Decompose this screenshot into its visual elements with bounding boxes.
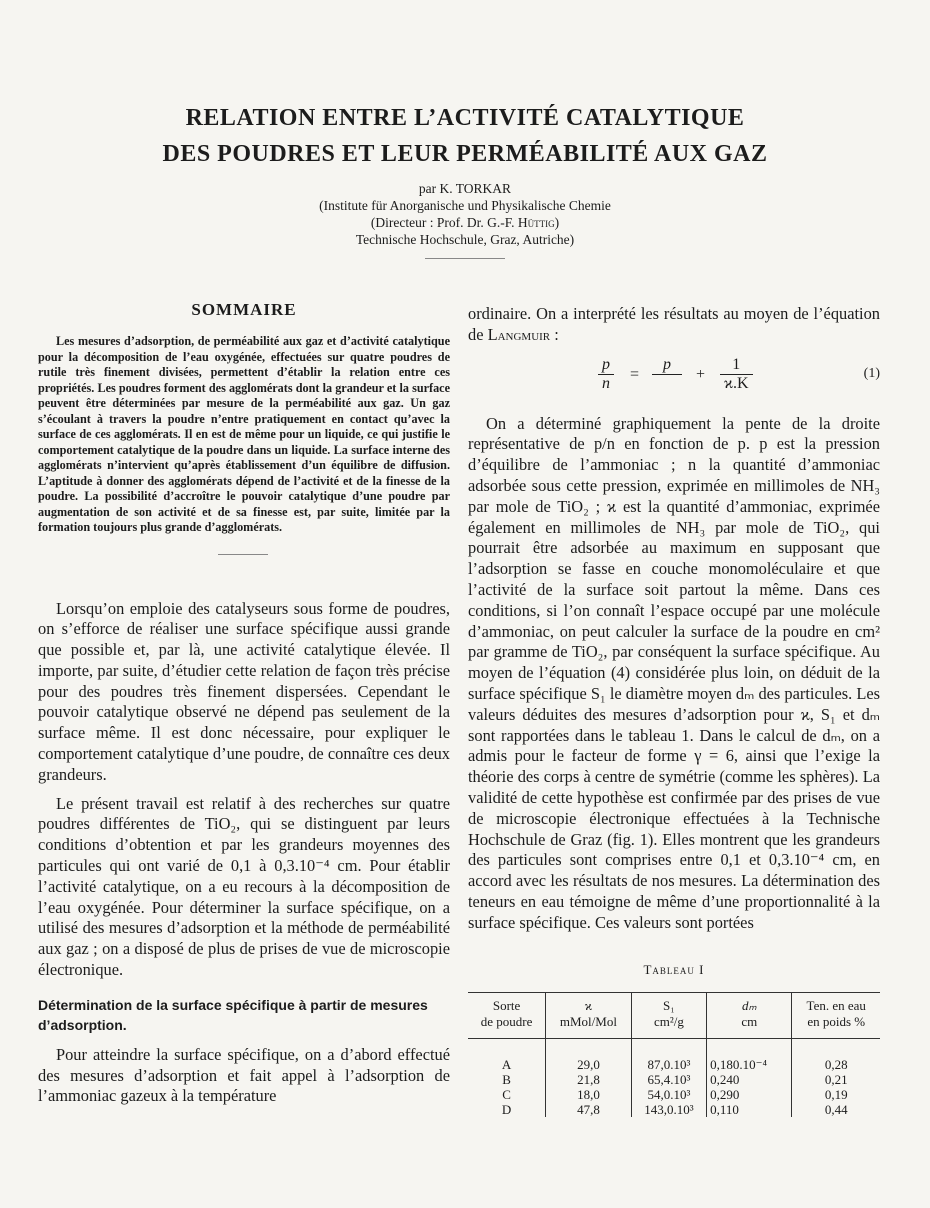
table-cell: 0,290 bbox=[707, 1087, 792, 1102]
eq-plus: + bbox=[696, 365, 706, 383]
right-column bbox=[468, 304, 880, 1117]
table-cell: 18,0 bbox=[546, 1087, 632, 1102]
school: Technische Hochschule, Graz, Autriche) bbox=[355, 232, 575, 247]
eq-term1-fraction bbox=[652, 356, 682, 375]
table-cell: 65,4.10³ bbox=[631, 1072, 706, 1087]
table-row bbox=[468, 1038, 880, 1072]
header-kappa bbox=[546, 992, 632, 1038]
director-prefix: (Directeur : Prof. Dr. G.-F. bbox=[370, 215, 518, 230]
table-cell: 47,8 bbox=[546, 1102, 632, 1117]
eq-term2-den: ϰ.K bbox=[724, 374, 749, 392]
author: par K. TORKAR bbox=[418, 181, 512, 196]
table-cell: 29,0 bbox=[546, 1038, 632, 1072]
table-cell: 87,0.10³ bbox=[631, 1038, 706, 1072]
header-sorte bbox=[468, 992, 546, 1038]
table-cell: 0,28 bbox=[792, 1038, 880, 1072]
eq-term2-fraction bbox=[720, 356, 753, 393]
header-label: cm²/g bbox=[653, 1013, 684, 1029]
table-cell: C bbox=[502, 1086, 511, 1102]
langmuir-intro bbox=[468, 304, 880, 346]
table-cell: 0,240 bbox=[707, 1072, 792, 1087]
table-cell: B bbox=[502, 1071, 511, 1087]
table-title: Tableau I bbox=[643, 961, 705, 977]
table-cell: 54,0.10³ bbox=[631, 1087, 706, 1102]
paper-title bbox=[0, 100, 930, 172]
table-header-row bbox=[468, 992, 880, 1038]
eq-lhs-fraction bbox=[598, 356, 614, 393]
table-cell: D bbox=[501, 1101, 512, 1117]
langmuir-equation bbox=[468, 354, 880, 404]
title-divider bbox=[425, 258, 505, 259]
header-label: dₘ bbox=[741, 997, 757, 1013]
table-cell: 0,44 bbox=[792, 1102, 880, 1117]
institute: (Institute für Anorganische und Physikalische Chemie bbox=[319, 198, 611, 213]
sommaire-text: Les mesures d’adsorption, de perméabilité aux gaz et d’activité catalytique pour la décomposition de l’eau oxygénée, effectuées sur quatre poudres de rutile très finement divisées, permettent d’établir la relation entre ces propriétés. Les poudres forment des agglomérats dont la grandeur et la surface peuvent être déterminées par mesure de la perméabilité aux gaz. Un gaz s’écoulant à travers la poudre n’entre pratiquement en contact qu’avec la surface de ces agglomérats. Il en est de même pour un liquide, ce qui justifie le comportement catalytique de la poudre dans un liquide. La surface interne des agglomérats n’intervient qu’après établissement d’un équilibre de diffusion. L’aptitude à donner des agglomérats dépend de l’activité et de la finesse de la poudre. La possibilité d’accroître le pouvoir catalytique d’une poudre par augmentation de son activité et de sa finesse est, par suite, limitée par la formation toujours plus grande d’agglomérats. bbox=[38, 334, 450, 534]
eq-lhs-num: p bbox=[598, 356, 614, 375]
header-s1 bbox=[631, 992, 706, 1038]
header-label: mMol/Mol bbox=[559, 1013, 617, 1029]
table-row bbox=[468, 1102, 880, 1117]
left-column bbox=[38, 300, 450, 1115]
director-name: Hüttig bbox=[517, 215, 555, 230]
table-cell: A bbox=[501, 1056, 512, 1072]
title-line-1: RELATION ENTRE L’ACTIVITÉ CATALYTIQUE bbox=[185, 105, 745, 131]
header-water bbox=[792, 992, 880, 1038]
table-row bbox=[468, 1087, 880, 1102]
table-cell: 0,180.10⁻⁴ bbox=[707, 1038, 792, 1072]
langmuir-name: Langmuir bbox=[487, 324, 551, 344]
langmuir-text-b: : bbox=[550, 324, 559, 344]
header-label: S₁ bbox=[663, 997, 675, 1013]
langmuir-text-a: ordinaire. On a interprété les résultats au moyen de l’équation de bbox=[468, 304, 880, 344]
eq-term1-num: p bbox=[652, 356, 682, 375]
byline bbox=[0, 180, 930, 248]
header-label: Ten. en eau bbox=[806, 997, 866, 1013]
table-cell: 0,19 bbox=[792, 1087, 880, 1102]
header-label: Sorte bbox=[492, 997, 521, 1013]
adsorption-paragraph: Pour atteindre la surface spécifique, on a d’abord effectué des mesures d’adsorption et fait appel à l’adsorption de l’ammoniac gazeux à la température bbox=[38, 1044, 450, 1106]
header-label: ϰ bbox=[584, 997, 593, 1013]
header-label: de poudre bbox=[480, 1013, 533, 1029]
eq-equals: = bbox=[630, 365, 640, 383]
section-heading: Détermination de la surface spécifique à partir de mesures d’adsorption. bbox=[38, 996, 428, 1033]
intro-paragraph: Lorsqu’on emploie des catalyseurs sous forme de poudres, on s’efforce de réaliser une surface spécifique aussi grande que possible et, par là, une activité catalytique élevée. Il importe, par suite, d’étudier cette relation de façon très précise pour des poudres très finement dispersées. Cependant le pouvoir catalytique observé ne dépend pas seulement de la surface même. Il est donc nécessaire, pour expliquer le comportement catalytique d’une poudre, de connaître ces deux grandeurs. bbox=[38, 598, 450, 784]
header-label: en poids % bbox=[807, 1013, 866, 1029]
title-line-2: DES POUDRES ET LEUR PERMÉABILITÉ AUX GAZ bbox=[162, 141, 768, 167]
table-cell: 0,21 bbox=[792, 1072, 880, 1087]
results-table bbox=[468, 992, 880, 1117]
sommaire-divider bbox=[218, 554, 268, 555]
sommaire-heading: SOMMAIRE bbox=[191, 300, 297, 319]
langmuir-paragraph: On a déterminé graphiquement la pente de la droite représentative de p/n en fonction de p. p est la pression d’équilibre de l’ammoniac ; n la quantité d’ammoniac adsorbée sous cette pression, exprimée en millimoles de NH₃ par mole de TiO₂ ; ϰ est la quantité d’ammoniac, exprimée également en millimoles de NH₃ par mole de TiO₂, qui pourrait être adsorbée au maximum en supposant que l’adsorption se fasse en couche monomoléculaire et que l’activité de la surface soit partout la même. Dans ces conditions, si l’on connaît l’espace occupé par une molécule d’ammoniac, on peut calculer la surface de la poudre en cm² par gramme de TiO₂, par conséquent la surface spécifique. Au moyen de l’équation (4) considérée plus loin, on déduit de la surface spécifique S₁ le diamètre moyen dₘ des particules. Les valeurs déduites des mesures d’adsorption pour ϰ, S₁ et dₘ sont rapportées dans le tableau 1. Dans le calcul de dₘ, on a admis pour le facteur de forme γ = 6, ainsi que l’exige la théorie des corps à centre de symétrie (comme les sphères). La validité de cette hypothèse est confirmée par des prises de vue de microscopie électronique effectuées à la Technische Hochschule de Graz (fig. 1). Elles montrent que les grandeurs des particules sont comprises entre 0,1 et 0,3.10⁻⁴ cm, en accord avec les résultats de nos mesures. La détermination des teneurs en eau témoigne de même d’une proportionnalité à la surface spécifique. Ces valeurs sont portées bbox=[468, 413, 880, 932]
header-label: cm bbox=[741, 1013, 758, 1029]
table-cell: 143,0.10³ bbox=[631, 1102, 706, 1117]
study-paragraph: Le présent travail est relatif à des recherches sur quatre poudres différentes de TiO₂, qui se distinguent par leurs conditions d’obtention et par les grandeurs moyennes des particules qui ont varié de 0,1 à 0,3.10⁻⁴ cm. Pour établir l’activité catalytique, on a eu recours à la décomposition de l’eau oxygénée. Pour déterminer la surface spécifique, on a utilisé des mesures d’adsorption et la méthode de perméabilité aux gaz ; on a disposé de plus de prises de vue de microscopie électronique. bbox=[38, 793, 450, 980]
table-cell: 21,8 bbox=[546, 1072, 632, 1087]
eq-term2-num: 1 bbox=[720, 356, 753, 375]
director bbox=[0, 214, 930, 231]
director-suffix: ) bbox=[554, 215, 560, 230]
eq-number: (1) bbox=[863, 365, 880, 381]
table-cell: 0,110 bbox=[707, 1102, 792, 1117]
table-row bbox=[468, 1072, 880, 1087]
eq-lhs-den: n bbox=[602, 374, 610, 392]
header-dm bbox=[707, 992, 792, 1038]
